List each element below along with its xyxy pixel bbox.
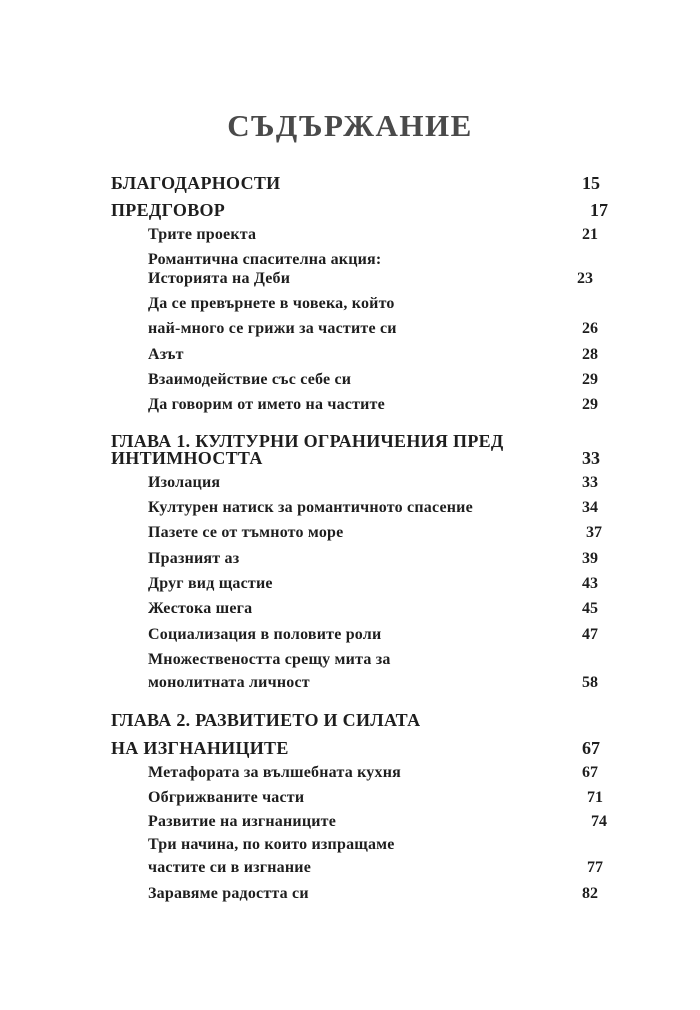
toc-entry-section: Множествеността срещу мита за <box>148 651 391 668</box>
toc-entry-section: Празният аз <box>148 550 240 567</box>
toc-page-number: 47 <box>582 626 598 643</box>
toc-entry-section: Развитие на изгнаниците <box>148 813 337 830</box>
toc-page-number: 17 <box>590 200 608 220</box>
toc-page-number: 21 <box>582 226 598 243</box>
toc-page-number: 74 <box>591 813 607 830</box>
toc-page-number: 37 <box>586 524 602 541</box>
toc-entry-section: Романтична спасителна акция: <box>148 251 382 268</box>
toc-entry-section: Азът <box>148 346 184 363</box>
page-title: СЪДЪРЖАНИЕ <box>227 108 473 143</box>
toc-entry-section: Пазете се от тъмното море <box>148 524 344 541</box>
toc-page-number: 33 <box>582 448 600 468</box>
toc-page-number: 58 <box>582 674 598 691</box>
toc-page-number: 45 <box>582 600 598 617</box>
toc-entry-section: Обгрижваните части <box>148 789 305 806</box>
toc-entry-chapter: ГЛАВА 1. КУЛТУРНИ ОГРАНИЧЕНИЯ ПРЕД <box>111 431 504 451</box>
toc-page-number: 15 <box>582 173 600 193</box>
toc-entry-section: Историята на Деби <box>148 270 291 287</box>
toc-entry-chapter: ИНТИМНОСТТА <box>111 448 263 468</box>
toc-entry-chapter: НА ИЗГНАНИЦИТЕ <box>111 738 289 758</box>
toc-entry-preface: ПРЕДГОВОР <box>111 200 226 220</box>
toc-entry-section: частите си в изгнание <box>148 859 311 876</box>
toc-entry-section: Заравяме радостта си <box>148 885 309 902</box>
toc-page-number: 71 <box>587 789 603 806</box>
toc-entry-section: Да се превърнете в човека, който <box>148 295 395 312</box>
toc-page-number: 67 <box>582 764 598 781</box>
toc-page-number: 43 <box>582 575 598 592</box>
toc-entry-section: Изолация <box>148 474 221 491</box>
toc-entry-section: Социализация в половите роли <box>148 626 382 643</box>
toc-page-number: 33 <box>582 474 598 491</box>
toc-entry-section: Културен натиск за романтичното спасение <box>148 499 473 516</box>
toc-page-number: 82 <box>582 885 598 902</box>
toc-page-number: 29 <box>582 396 598 413</box>
toc-page-number: 67 <box>582 738 600 758</box>
toc-page-number: 29 <box>582 371 598 388</box>
toc-page-number: 39 <box>582 550 598 567</box>
toc-entry-section: най-много се грижи за частите си <box>148 320 397 337</box>
toc-entry-section: Взаимодействие със себе си <box>148 371 352 388</box>
toc-entry-section: Три начина, по които изпращаме <box>148 836 395 853</box>
toc-entry-section: Трите проекта <box>148 226 257 243</box>
toc-page-number: 34 <box>582 499 598 516</box>
toc-entry-section: монолитната личност <box>148 674 310 691</box>
toc-entry-acknowledgements: БЛАГОДАРНОСТИ <box>111 173 281 193</box>
toc-entry-section: Жестока шега <box>148 600 253 617</box>
toc-page-number: 77 <box>587 859 603 876</box>
toc-page-number: 28 <box>582 346 598 363</box>
toc-page-number: 26 <box>582 320 598 337</box>
toc-entry-section: Друг вид щастие <box>148 575 273 592</box>
toc-entry-section: Да говорим от името на частите <box>148 396 385 413</box>
toc-page-number: 23 <box>577 270 593 287</box>
toc-entry-chapter: ГЛАВА 2. РАЗВИТИЕТО И СИЛАТА <box>111 710 421 730</box>
toc-entry-section: Метафората за вълшебната кухня <box>148 764 401 781</box>
